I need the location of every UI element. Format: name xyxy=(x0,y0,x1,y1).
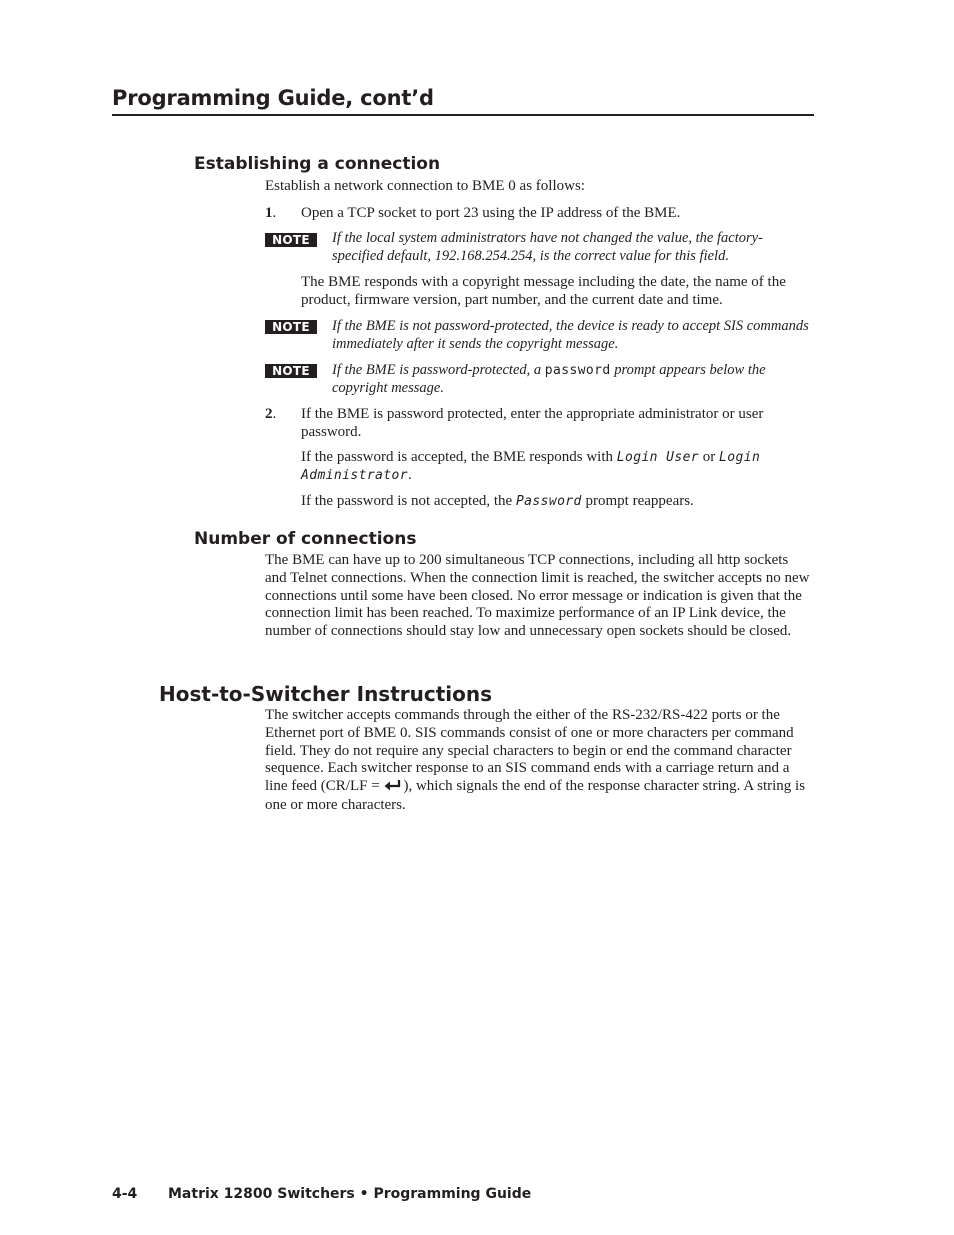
establishing-intro: Establish a network connection to BME 0 as follows: xyxy=(265,178,585,194)
bme-response-paragraph: The BME responds with a copyright message including the date, the name of the product, firmware version, part number, and the current date and time. xyxy=(301,274,786,308)
password-accepted-text: If the password is accepted, the BME responds with Login User or Login Administrator. xyxy=(301,449,761,483)
host-to-switcher-body: The switcher accepts commands through the either of the RS-232/RS-422 ports or the Ethernet port of BME 0. SIS commands consist of one or more characters per command field. They do not require any special characters to begin or end the command character sequence. Each switcher response to an SIS command ends with a carriage return and a line feed (CR/LF = ), which signals the end of the response character string. A string is one or more characters. xyxy=(265,707,806,813)
note-badge: NOTE xyxy=(265,233,317,247)
page-footer xyxy=(112,1185,531,1203)
connections-body: The BME can have up to 200 simultaneous TCP connections, including all http sockets and Telnet connections. When the connection limit is reached, the switcher accepts no new connections until some have been closed. No error message or indication is given that the connection limit has been reached. To maximize performance of an IP Link device, the number of connections should stay low and unnecessary open sockets should be closed. xyxy=(265,552,810,640)
section-heading-connections: Number of connections xyxy=(194,529,417,549)
note-3-text: If the BME is password-protected, a password prompt appears below the copyright message. xyxy=(332,362,766,396)
header-divider xyxy=(112,114,814,116)
password-prompt-code: Password xyxy=(515,494,582,509)
step-1-text: Open a TCP socket to port 23 using the IP address of the BME. xyxy=(301,205,681,221)
step-1-number: 1. xyxy=(265,205,277,221)
footer-page-number: 4-4 xyxy=(112,1186,138,1202)
section-heading-host-to-switcher: Host-to-Switcher Instructions xyxy=(159,682,493,706)
enter-key-icon xyxy=(384,779,402,797)
step-2-text: If the BME is password protected, enter the appropriate administrator or user password. xyxy=(301,406,764,440)
note-badge: NOTE xyxy=(265,364,317,378)
password-code: password xyxy=(544,363,611,378)
note-2-text: If the BME is not password-protected, the device is ready to accept SIS commands immediately after it sends the copyright message. xyxy=(332,318,809,352)
note-1-text: If the local system administrators have not changed the value, the factory-specified default, 192.168.254.254, is the correct value for this field. xyxy=(332,230,763,264)
password-rejected-text: If the password is not accepted, the Password prompt reappears. xyxy=(301,493,694,509)
section-heading-establishing: Establishing a connection xyxy=(194,154,441,174)
login-user-code: Login User xyxy=(616,450,700,465)
footer-title: Matrix 12800 Switchers • Programming Guide xyxy=(168,1186,532,1202)
page-title: Programming Guide, cont’d xyxy=(112,86,434,110)
note-badge: NOTE xyxy=(265,320,317,334)
page-header xyxy=(112,84,814,112)
step-2-number: 2. xyxy=(265,406,277,422)
login-administrator-code: Login Administrator xyxy=(301,450,761,483)
